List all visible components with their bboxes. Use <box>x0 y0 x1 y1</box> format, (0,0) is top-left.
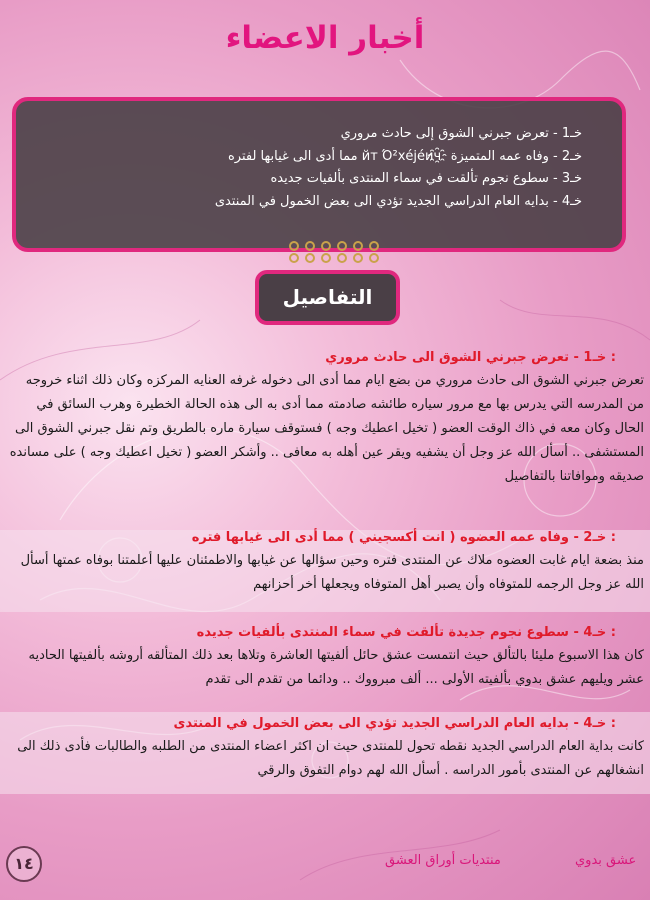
section-title: : خـ2 - وفاه عمه العضوه ( انت أكسجيني ) مما أدى الى غيابها فتره <box>191 530 616 545</box>
page-number: ١٤ <box>14 854 34 873</box>
news-item: خـ3 - سطوع نجوم تألقت في سماء المنتدى بألفيات جديده <box>270 171 582 186</box>
section-title: : خـ1 - تعرض جبرني الشوق الى حادث مروري <box>325 350 616 365</box>
news-item: خـ4 - بدايه العام الدراسي الجديد تؤدي الى بعض الخمول في المنتدى <box>214 193 582 209</box>
section-body: منذ بضعة ايام غابت العضوه ملاك عن المنتدى فتره وحين سؤالها عن غيابها والاطمئنان عليها أعلمتنا بوفاه عمتها أسأل الله عز وجل الرجمه للمتوفاه وأن يصبر أهل المتوفاه ويجعلها أخر أحزانهم <box>20 553 644 592</box>
forum-name: منتديات أوراق العشق <box>385 853 501 868</box>
section-title: : خـ4 - بدايه العام الدراسي الجديد تؤدي الى بعض الخمول في المنتدى <box>173 716 616 731</box>
news-detail-section <box>8 527 644 597</box>
news-detail-section <box>8 347 644 489</box>
news-detail-section <box>8 622 644 692</box>
news-item: خـ1 - تعرض جبرني الشوق إلى حادث مروري <box>340 126 582 141</box>
section-body: كان هذا الاسبوع مليئا بالتألق حيث انتمست عشق حائل ألفيتها العاشرة وتلاها بعد ذلك المتألقه أروشه بألفيتها الحاديه عشر ويليهم عشق بدوي بألفيته الأولى ... ألف مبرووك .. ودائما من تقدم الى تقدم <box>28 648 644 687</box>
news-item: خـ2 - وفاه عمه المتميزة ҈йт Ό²хéјéич مما أدى الى غيابها لفتره <box>227 148 582 164</box>
page-number-badge <box>6 846 42 882</box>
section-body: كانت بداية العام الدراسي الجديد نقطه تحول للمنتدى حيث ان اكثر اعضاء المنتدى من الطلبه والطالبات فأدى ذلك الى انشغالهم عن المنتدى بأمور الدراسه . أسأل الله لهم دوام التفوق والرقي <box>17 739 644 778</box>
news-summary-box <box>12 97 626 252</box>
author-name: عشق بدوي <box>575 853 637 868</box>
details-heading-box <box>255 270 400 325</box>
page-title: أخبار الاعضاء <box>225 20 425 56</box>
news-detail-section <box>8 713 644 783</box>
details-heading: التفاصيل <box>282 285 373 309</box>
section-title: : خـ4 - سطوع نجوم جديدة تألقت في سماء المنتدى بألفيات جديده <box>196 625 616 640</box>
section-body: تعرض جبرني الشوق الى حادث مروري من بضع ايام مما أدى الى دخوله غرفه العنايه المركزه وكان ذلك اثناء خروجه من المدرسه التي يدرس بها مع مرور سياره طائشه صادمته مما أدى به الى هذه الحالة الخطيرة وهرب السائق في الحال وكان معه في ذاك الوقت العضو ( تخيل اعطيك وجه ) فستوقف سيارة ماره بالطريق وتم نقل جبرني الشوق الى المستشفى .. أسأل الله عز وجل أن يشفيه ويقر عين أهله به معافى .. وأشكر العضو ( تخيل اعطيك وجه ) على مسانده صديقه وموافاتنا بالتفاصيل <box>9 373 644 484</box>
news-list <box>215 123 582 213</box>
chain-ornament-icon <box>288 238 388 274</box>
